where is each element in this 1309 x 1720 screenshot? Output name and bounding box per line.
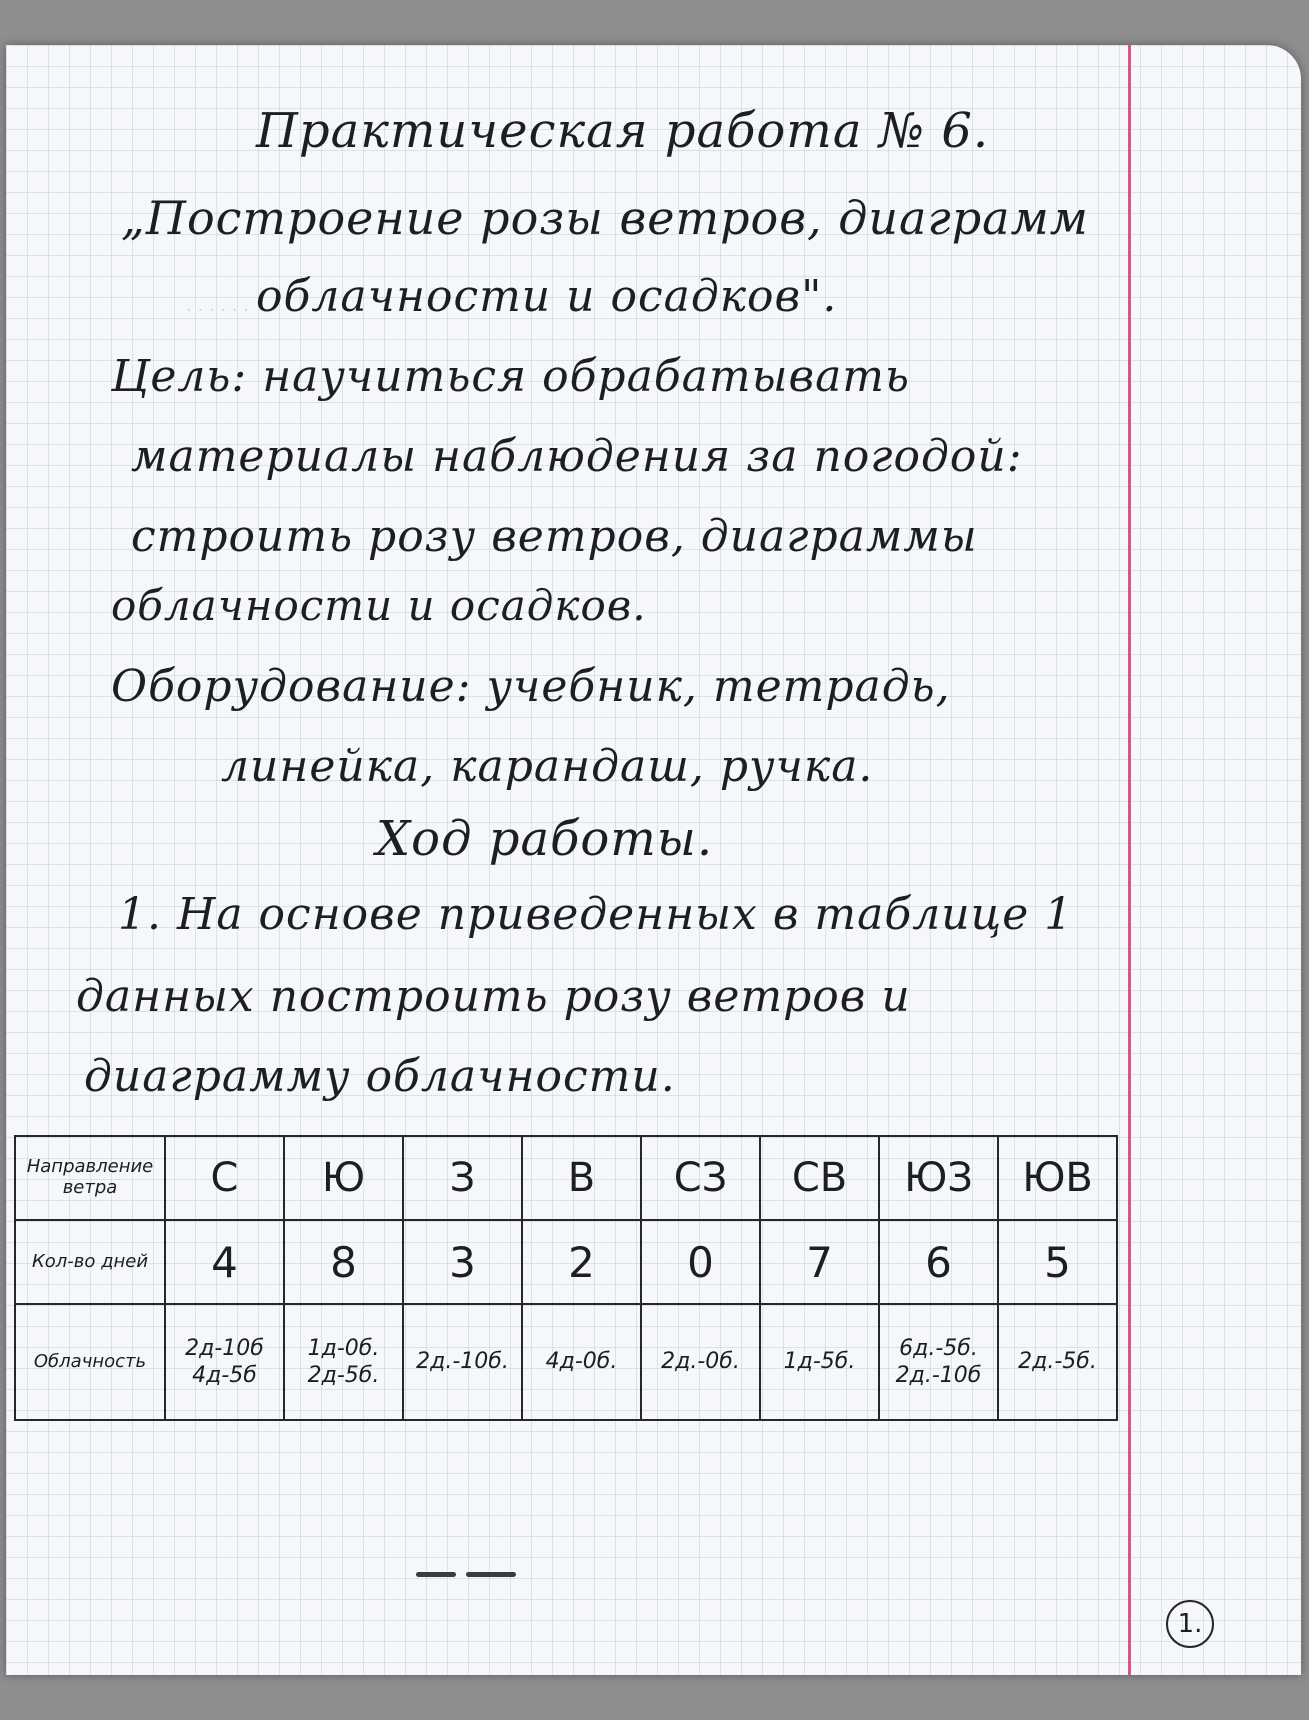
notebook-page [6,45,1301,1675]
cloudiness-value: 2д-10б [185,1335,264,1361]
row-header-cloudiness: Облачность [15,1304,165,1420]
subtitle-line-1: „Построение розы ветров, диаграмм [121,191,1089,245]
cloudiness-cell [165,1304,284,1420]
equipment-line-1: Оборудование: учебник, тетрадь, [111,661,951,712]
equipment-line-2: линейка, карандаш, ручка. [221,741,874,792]
cloudiness-cell [760,1304,879,1420]
table-row-days [15,1220,1117,1304]
cloudiness-value: 4д-5б [192,1363,257,1388]
step-1-line-1: 1. На основе приведенных в таблице 1 [118,889,1074,940]
cloudiness-value: 2д.-0б. [661,1349,740,1375]
days-cell: 5 [998,1220,1117,1304]
cloudiness-cell [641,1304,760,1420]
goal-line-4: облачности и осадков. [111,581,647,630]
cloudiness-value: 4д-0б. [545,1349,618,1375]
table-row-directions [15,1136,1117,1220]
cloudiness-value: 1д-5б. [783,1349,856,1375]
cloudiness-value: 2д-5б. [307,1363,380,1388]
direction-cell: С [165,1136,284,1220]
row-header-direction: Направление ветра [15,1136,165,1220]
step-1-line-3: диаграмму облачности. [84,1051,676,1102]
pencil-dash [466,1572,516,1577]
goal-line-2: материалы наблюдения за погодой: [131,431,1023,482]
days-cell: 6 [879,1220,998,1304]
cloudiness-cell [998,1304,1117,1420]
direction-cell: ЮЗ [879,1136,998,1220]
days-cell: 2 [522,1220,641,1304]
cloudiness-cell [403,1304,522,1420]
subtitle-line-2: облачности и осадков". [256,271,838,322]
direction-cell: СЗ [641,1136,760,1220]
cloudiness-value: 2д.-5б. [1018,1349,1097,1375]
margin-line [1128,45,1131,1675]
page-title: Практическая работа № 6. [256,103,990,159]
direction-cell: СВ [760,1136,879,1220]
cloudiness-cell [522,1304,641,1420]
days-cell: 0 [641,1220,760,1304]
goal-line-1: Цель: научиться обрабатывать [111,351,910,402]
cloudiness-value: 2д.-10б. [416,1349,509,1375]
direction-cell: Ю [284,1136,403,1220]
days-cell: 4 [165,1220,284,1304]
cloudiness-cell [879,1304,998,1420]
days-cell: 8 [284,1220,403,1304]
pencil-dash [416,1572,456,1577]
direction-cell: В [522,1136,641,1220]
page-number: 1. [1166,1600,1214,1648]
direction-cell: З [403,1136,522,1220]
progress-heading: Ход работы. [376,811,714,867]
direction-cell: ЮВ [998,1136,1117,1220]
cloudiness-cell [284,1304,403,1420]
cloudiness-value: 1д-0б. [307,1335,380,1361]
cloudiness-value: 2д.-10б [895,1363,982,1388]
row-header-days: Кол-во дней [15,1220,165,1304]
show-through-text: · · · · · · [186,300,249,321]
wind-cloud-table [14,1135,1118,1421]
days-cell: 7 [760,1220,879,1304]
step-1-line-2: данных построить розу ветров и [76,971,911,1022]
goal-line-3: строить розу ветров, диаграммы [131,511,978,562]
cloudiness-value: 6д.-5б. [899,1335,978,1361]
table-row-cloudiness [15,1304,1117,1420]
days-cell: 3 [403,1220,522,1304]
